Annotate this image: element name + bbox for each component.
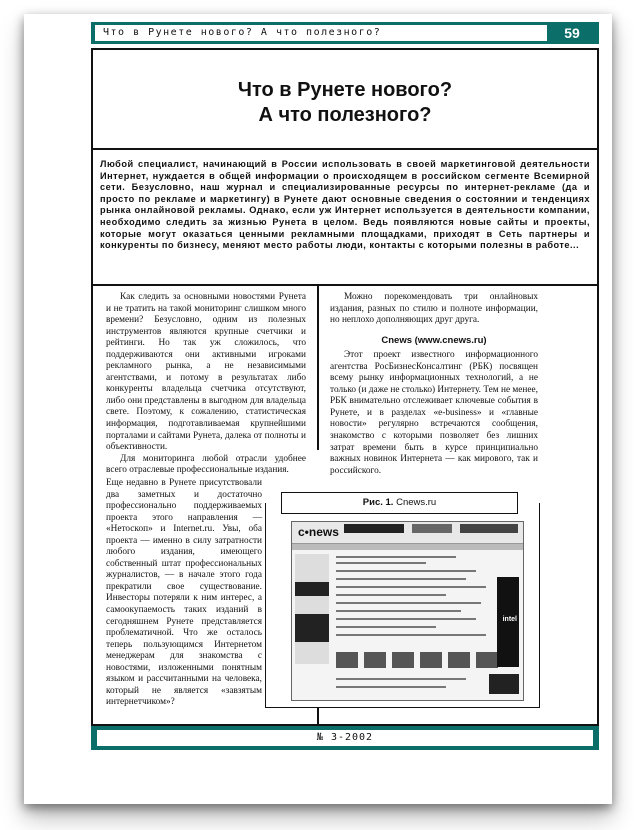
left-column <box>106 292 306 477</box>
screenshot-banner <box>412 524 452 533</box>
screenshot-logo: c•news <box>298 525 339 539</box>
screenshot-text-line <box>336 634 486 636</box>
screenshot-thumbnail <box>336 652 358 668</box>
screenshot-text-line <box>336 678 466 680</box>
screenshot-thumbnail <box>476 652 498 668</box>
page-number: 59 <box>564 25 580 41</box>
article-title-line2: А что полезного? <box>258 104 432 126</box>
right-column <box>330 292 538 477</box>
column-divider-bottom <box>317 708 319 726</box>
paragraph: Можно порекомендовать три онлайновых издания, разных по стилю и полноте информации, но неплохо дополняющих друг друга. <box>330 292 538 326</box>
screenshot-header <box>292 522 523 544</box>
figure-caption <box>281 492 518 514</box>
screenshot-sidebar <box>295 554 329 664</box>
footer <box>91 726 599 750</box>
screenshot-text-line <box>336 586 486 588</box>
running-title: Что в Рунете нового? А что полезного? <box>95 25 547 41</box>
article-lead: Любой специалист, начинающий в России использовать в своей маркетинговой деятельности Интернет, нуждается в общей информации о происходящем в российском сегменте Всемирной сети. Безусловно, наш журнал и специализированные ресурсы по интернет-рекламе (да и просто по рекламе и маркетингу) в Рунете дают основные сведения о состоянии и тенденциях рынка онлайновой рекламы. Однако, если уж Интернет используется в деятельности компании, необходимо следить за жизнью Рунета в целом. Ведь появляются новые сайты и проекты, которые могут оказаться ценными рекламными площадками, приходят в Сеть партнеры и конкуренты по бизнесу, меняют место работы люди, контакты с которыми полезны в работе... <box>100 159 590 251</box>
issue-number: № 3-2002 <box>97 730 593 746</box>
screenshot-text-line <box>336 562 426 564</box>
screenshot-text-line <box>336 618 476 620</box>
left-column-narrow <box>106 478 262 709</box>
screenshot-ad-label: intel <box>502 616 517 623</box>
figure-screenshot <box>291 521 524 701</box>
screenshot-banner <box>344 524 404 533</box>
paragraph: Для мониторинга любой отрасли удобнее всего отраслевые профессиональные издания. <box>106 453 306 476</box>
paragraph: Этот проект известного информационного агентства РосБизнесКонсалтинг (РБК) посвящен всему рынку информационных технологий, а не только (и даже не столько) Интернету. Тем не менее, РБК внимательно отслеживает ключевые события в Рунете, и в разделах «e-business» и «главные новости» регулярно встречаются сообщения, знакомство с которыми позволяет без лишних затрат времени быть в курсе принципиально важных новинок Интернета — как мирового, так и российского. <box>330 350 538 476</box>
screenshot-text-line <box>336 626 436 628</box>
screenshot-sidebar-block <box>295 614 329 642</box>
article-title-line1: Что в Рунете нового? <box>237 79 453 101</box>
screenshot-text-line <box>336 594 446 596</box>
paragraph: Как следить за основными новостями Рунета и не тратить на такой мониторинг слишком много времени? Безусловно, одним из полезных инструментов являются крупные счетчики и рейтинги. Но так уж сложилось, что поддерживаются они активными игроками рекламного рынка, а не независимыми агентствами, и потому в результатах либо конкуренты владельца счетчика отсутствуют, либо они представлены в выгодном для владельца свете. Поэтому, к сожалению, статистическая информация, подготавливаемая крупнейшими порталами и сайтами Рунета, далека от полноты и объективности. <box>106 292 306 453</box>
screenshot-text-line <box>336 610 461 612</box>
figure-label: Рис. 1. <box>362 497 394 508</box>
screenshot-bottom-ad <box>489 674 519 694</box>
screenshot-thumbnail <box>420 652 442 668</box>
screenshot-text-line <box>336 578 466 580</box>
section-heading: Cnews (www.cnews.ru) <box>381 334 487 346</box>
screenshot-text-line <box>336 556 456 558</box>
column-divider <box>317 286 319 450</box>
running-header <box>91 22 599 44</box>
screenshot-thumbnail <box>448 652 470 668</box>
screenshot-text-line <box>336 570 476 572</box>
screenshot-text-line <box>336 686 446 688</box>
screenshot-text-line <box>336 602 481 604</box>
screenshot-thumbnail <box>364 652 386 668</box>
screenshot-thumbnail <box>392 652 414 668</box>
screenshot-sidebar-block <box>295 582 329 596</box>
screenshot-banner <box>460 524 518 533</box>
screenshot-nav <box>292 544 523 550</box>
figure-caption-text: Cnews.ru <box>396 497 437 508</box>
paragraph: Еще недавно в Рунете присутствовали два заметных и достаточно профессионально поддерживаемых проекта этого направления — «Нетоскоп» и Internet.ru. Увы, оба проекта — именно в силу затратности любого издания, имеющего собственный штат профессиональных журналистов, — в начале этого года прекратили свое существование. Инвесторы потеряли к ним интерес, а самоокупаемость таких изданий в сегодняшнем Рунете представляется проблематичной. Что же осталось теперь пользующимся Интернетом менеджерам для знакомства с новостями, изложенными понятным языком и рассчитанными на человека, который не является «завзятым интернетчиком»? <box>106 478 262 708</box>
